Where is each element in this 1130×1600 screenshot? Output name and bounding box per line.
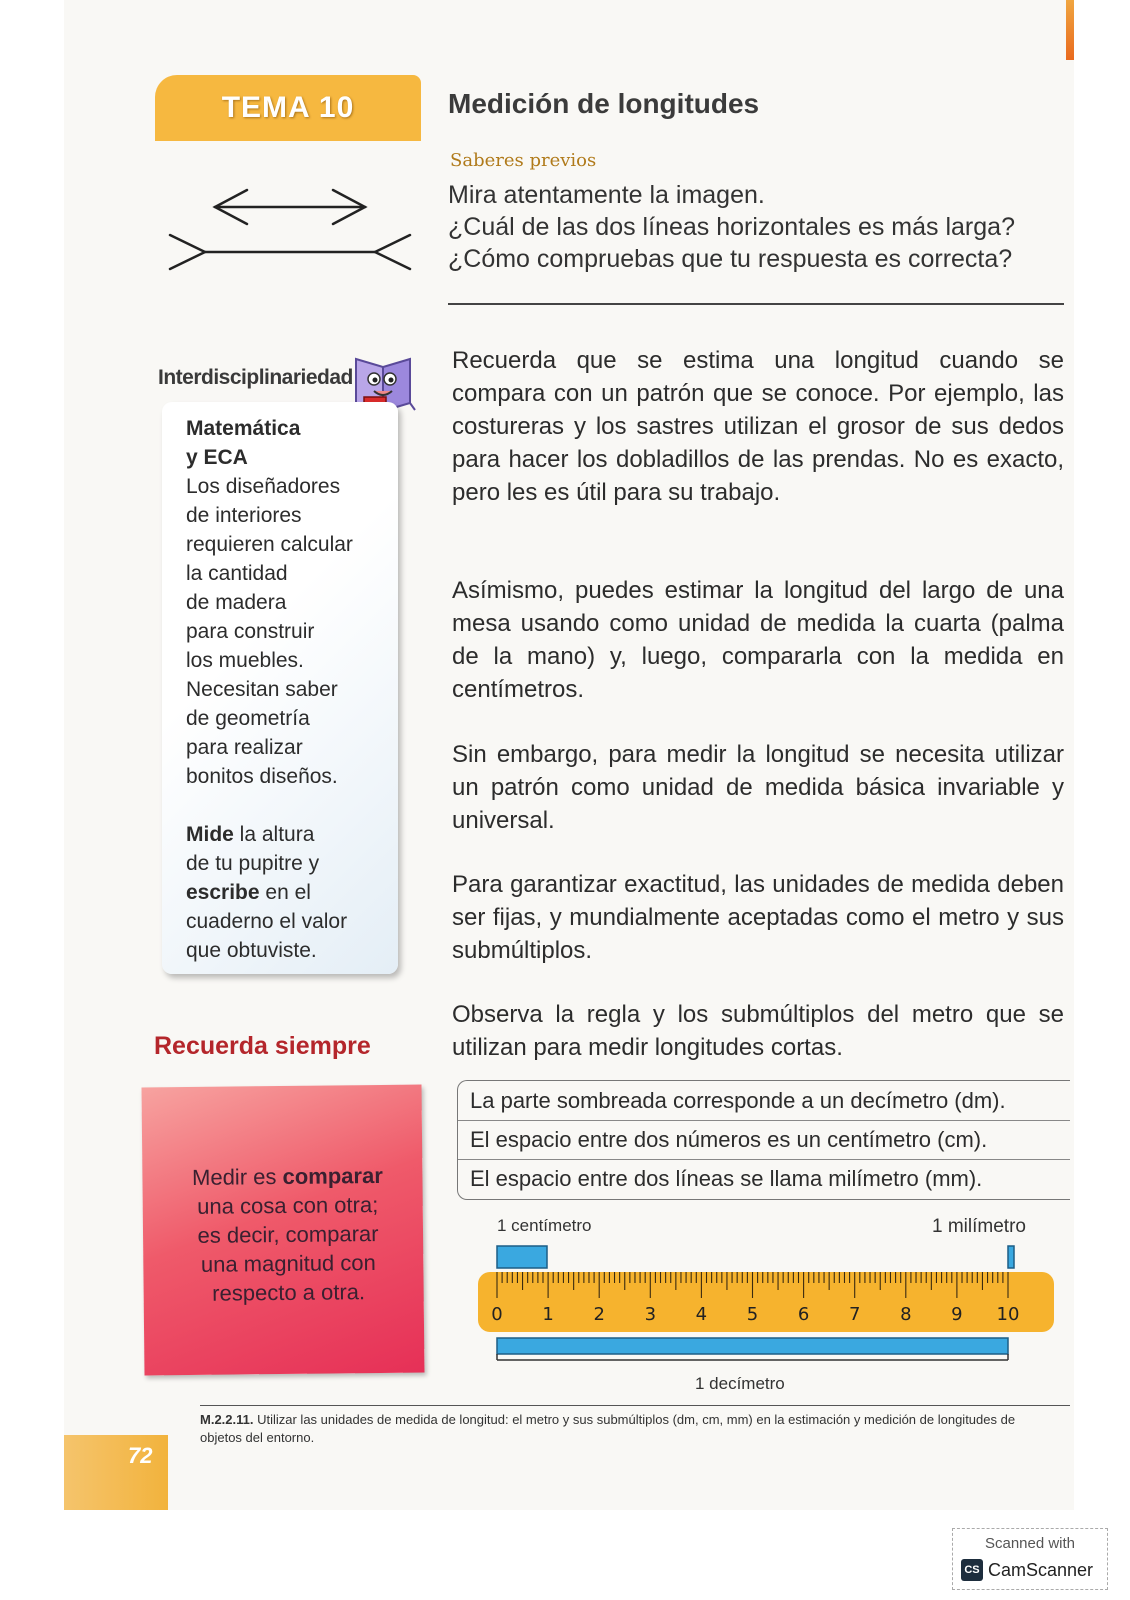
eca-info-box <box>162 402 398 974</box>
ruler-diagram <box>475 1238 1065 1378</box>
milimetro-highlight <box>1008 1246 1014 1268</box>
note-line: respecto a otra. <box>212 1279 366 1306</box>
illusion-tail-left <box>170 235 205 269</box>
eca-heading-1: Matemática <box>186 417 301 440</box>
muller-lyer-illusion <box>165 180 425 280</box>
question-1: Mira atentamente la imagen. <box>448 181 765 209</box>
camscanner-logo-icon: CS <box>961 1559 983 1581</box>
paragraph-cuarta: Asímismo, puedes estimar la longitud del largo de una mesa usando como unidad de medida la cuarta (palma de la mano) y, luego, compararla con la medida en centímetros. <box>452 577 1064 703</box>
ruler-number: 6 <box>797 1304 810 1325</box>
task-line-4: cuaderno el valor <box>186 910 348 933</box>
answer-line <box>448 303 1064 305</box>
ruler-number: 4 <box>695 1304 708 1325</box>
ruler-number: 5 <box>746 1304 759 1325</box>
page-edge-accent <box>1066 0 1074 60</box>
ruler-number: 8 <box>900 1304 912 1325</box>
ruler-number: 10 <box>996 1304 1020 1325</box>
recuerda-siempre-title: Recuerda siempre <box>154 1032 371 1060</box>
info-row-mm: El espacio entre dos líneas se llama milímetro (mm). <box>470 1166 983 1191</box>
sticky-note <box>141 1085 424 1376</box>
ruler-number: 3 <box>644 1304 657 1325</box>
ruler-number: 9 <box>951 1304 963 1325</box>
ruler-number: 7 <box>848 1304 861 1325</box>
note-line: es decir, comparar <box>197 1221 379 1248</box>
eca-line: para construir <box>186 620 315 643</box>
task-line-5: que obtuviste. <box>186 939 317 962</box>
ruler-number: 1 <box>542 1304 554 1325</box>
info-row-dm: La parte sombreada corresponde a un decímetro (dm). <box>470 1088 1006 1113</box>
illusion-tail-right <box>375 235 410 269</box>
note-line-1: Medir es comparar <box>191 1162 383 1190</box>
info-divider <box>458 1120 1070 1121</box>
ruler-number: 2 <box>593 1304 605 1325</box>
page-number: 72 <box>128 1443 153 1468</box>
eca-line: Necesitan saber <box>186 678 338 701</box>
watermark-line-2: CamScanner <box>988 1559 1094 1580</box>
paragraph-exactitud: Para garantizar exactitud, las unidades de medida deben ser fijas, y mundialmente aceptadas como el metro y sus submúltiplos. <box>452 871 1064 964</box>
camscanner-watermark <box>952 1528 1108 1590</box>
decimetro-bar <box>497 1338 1008 1354</box>
label-decimetro: 1 decímetro <box>695 1374 785 1393</box>
task-line-3: escribe en el <box>186 881 311 904</box>
centimetro-highlight <box>497 1246 547 1268</box>
eca-line: Los diseñadores <box>186 475 341 498</box>
eca-line: de interiores <box>186 504 302 527</box>
eca-line: de geometría <box>186 707 310 730</box>
eca-line: la cantidad <box>186 562 288 585</box>
question-3: ¿Cómo compruebas que tu respuesta es correcta? <box>448 245 1013 273</box>
question-2: ¿Cuál de las dos líneas horizontales es más larga? <box>448 213 1015 241</box>
paragraph-observa: Observa la regla y los submúltiplos del metro que se utilizan para medir longitudes cortas. <box>452 1001 1064 1061</box>
info-row-cm: El espacio entre dos números es un centímetro (cm). <box>470 1127 988 1152</box>
eca-line: para realizar <box>186 736 303 759</box>
interdisciplinariedad-label: Interdisciplinariedad <box>158 366 353 389</box>
task-line-2: de tu pupitre y <box>186 852 320 875</box>
paragraph-estimacion: Recuerda que se estima una longitud cuando se compara con un patrón que se conoce. Por ejemplo, las costureras y los sastres utilizan el grosor de sus dedos para hacer los dobladillos de las prendas. No es exacto, pero les es útil para su trabajo. <box>452 347 1064 506</box>
eca-line: los muebles. <box>186 649 304 672</box>
eca-line: bonitos diseños. <box>186 765 338 788</box>
page-title: Medición de longitudes <box>448 88 760 119</box>
saberes-previos-label: Saberes previos <box>450 150 597 171</box>
info-divider <box>458 1159 1070 1160</box>
watermark-line-1: Scanned with <box>984 1535 1076 1552</box>
eca-line: de madera <box>186 591 287 614</box>
tema-label: TEMA 10 <box>221 91 355 124</box>
label-milimetro: 1 milímetro <box>932 1216 1026 1237</box>
eca-line: requieren calcular <box>186 533 353 556</box>
note-line: una cosa con otra; <box>197 1192 379 1219</box>
label-centimetro: 1 centímetro <box>497 1216 592 1235</box>
note-line: una magnitud con <box>200 1250 376 1277</box>
tema-tab <box>155 75 421 141</box>
curriculum-standard: M.2.2.11. Utilizar las unidades de medida de longitud: el metro y sus submúltiplos (dm, cm, mm) en la estimación y medición de longitudes de objetos del entorno. <box>200 1412 1016 1445</box>
paragraph-patron: Sin embargo, para medir la longitud se necesita utilizar un patrón como unidad de medida básica invariable y universal. <box>452 741 1064 834</box>
footer-rule <box>200 1405 1070 1406</box>
task-line-1: Mide la altura <box>186 823 315 846</box>
eca-heading-2: y ECA <box>186 446 248 469</box>
ruler-number: 0 <box>491 1304 503 1325</box>
ruler-info-box <box>457 1080 1070 1200</box>
